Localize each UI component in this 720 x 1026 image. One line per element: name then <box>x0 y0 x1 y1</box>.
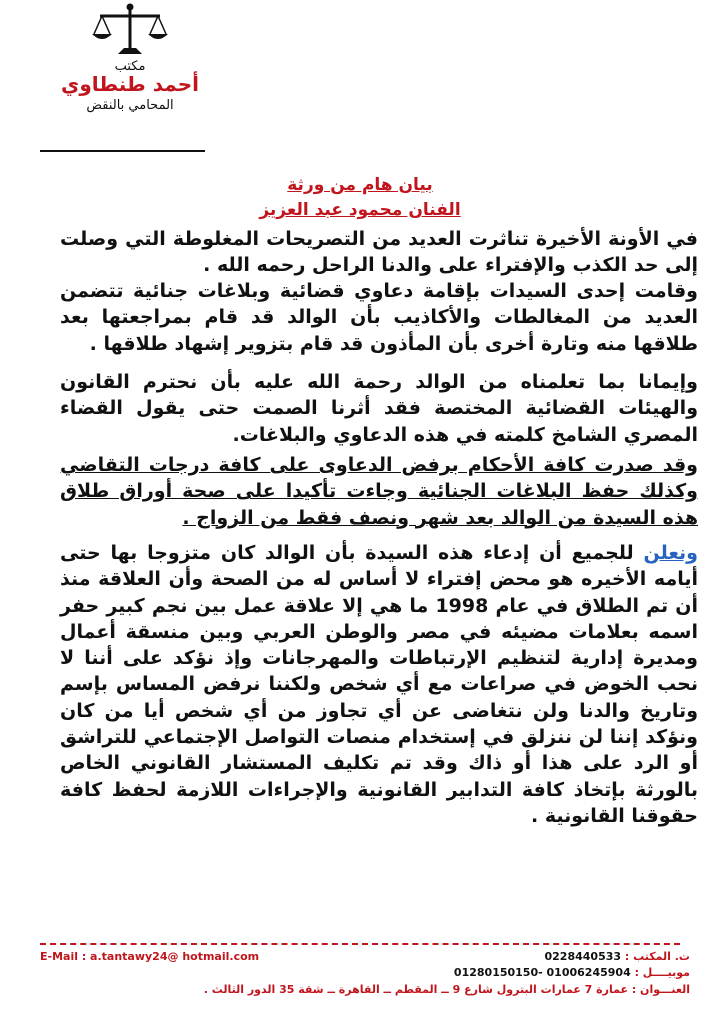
paragraph-2: وقامت إحدى السيدات بإقامة دعاوي قضائية وبلاغات جنائية تتضمن العديد من المغالطات والأكاذيب بأن الوالد قد قام بمراجعتها بعد طلاقها منه وتارة أخرى بأن المأذون قد قام بتزوير إشهاد طلاقها . <box>60 280 698 355</box>
paragraph-5: ونعلن للجميع أن إدعاء هذه السيدة بأن الوالد كان متزوجا بها حتى أيامه الأخيره هو محض إفتراء لا أساس له من الصحة وأن العلاقة منذ أن تم الطلاق في عام 1998 ما هي إلا علاقة عمل بين نجم كبير حفر اسمه بعلامات مضيئه في مصر والوطن العربي وبين منسقة أعمال ومديرة إدارية لتنظيم الإرتباطات والمهرجانات وإذ نؤكد على أننا لا نحب الخوض في صراعات مع أي شخص ولكننا نرفض المساس بإسم وتاريخ والدنا ولن نتغاضى عن أي تجاوز من أي شخص أيا من كان ونؤكد إننا لن ننزلق في إستخدام منصات التواصل الإجتماعي للتراشق أو الرد على هذا أو ذاك وقد تم تكليف المستشار القانوني الخاص بالورثة بإتخاذ كافة التدابير القانونية والإجراءات اللازمة لحفظ كافة حقوقنا القانونية . <box>60 542 698 827</box>
office-label: مكتب <box>114 59 146 74</box>
paragraph-1: في الأونة الأخيرة تناثرت العديد من التصريحات المغلوطة التي وصلت إلى حد الكذب والإفتراء على والدنا الراحل رحمه الله . <box>60 228 698 277</box>
statement-subheading: الفنان محمود عبد العزيز <box>259 200 461 220</box>
paragraph-3: وإيمانا بما تعلمناه من الوالد رحمة الله عليه بأن نحترم القانون والهيئات القضائية المختصة فقد أثرنا الصمت حتى يقول القضاء المصري الشامخ كلمته في هذه الدعاوي والبلاغات. <box>60 371 698 446</box>
header-divider <box>40 150 205 152</box>
footer-divider <box>40 943 680 945</box>
letterhead <box>60 0 200 113</box>
statement-heading: بيان هام من ورثة <box>287 175 433 195</box>
footer-email: E-Mail : a.tantawy24@ hotmail.com <box>40 950 260 963</box>
scales-of-justice-icon <box>90 2 170 57</box>
footer-mobile: موبيــــل : 01006245904 -01280150150 <box>453 966 690 979</box>
paragraph-4: وقد صدرت كافة الأحكام برفض الدعاوى على كافة درجات التقاضي وكذلك حفظ البلاغات الجنائية وجاءت تأكيدا على صحة أوراق طلاق هذه السيدة من الوالد بعد شهر ونصف فقط من الزواج . <box>60 454 698 529</box>
footer-office-phone: ت. المكتب : 0228440533 <box>544 950 690 963</box>
footer-address: العنـــوان : عمارة 7 عمارات البترول شارع 9 ــ المقطم ــ القاهرة ــ شقة 35 الدور الثالث . <box>203 983 690 996</box>
lawyer-name: أحمد طنطاوي <box>61 72 199 96</box>
lawyer-title: المحامي بالنقض <box>86 98 174 113</box>
announce-link[interactable]: ونعلن <box>643 542 698 564</box>
